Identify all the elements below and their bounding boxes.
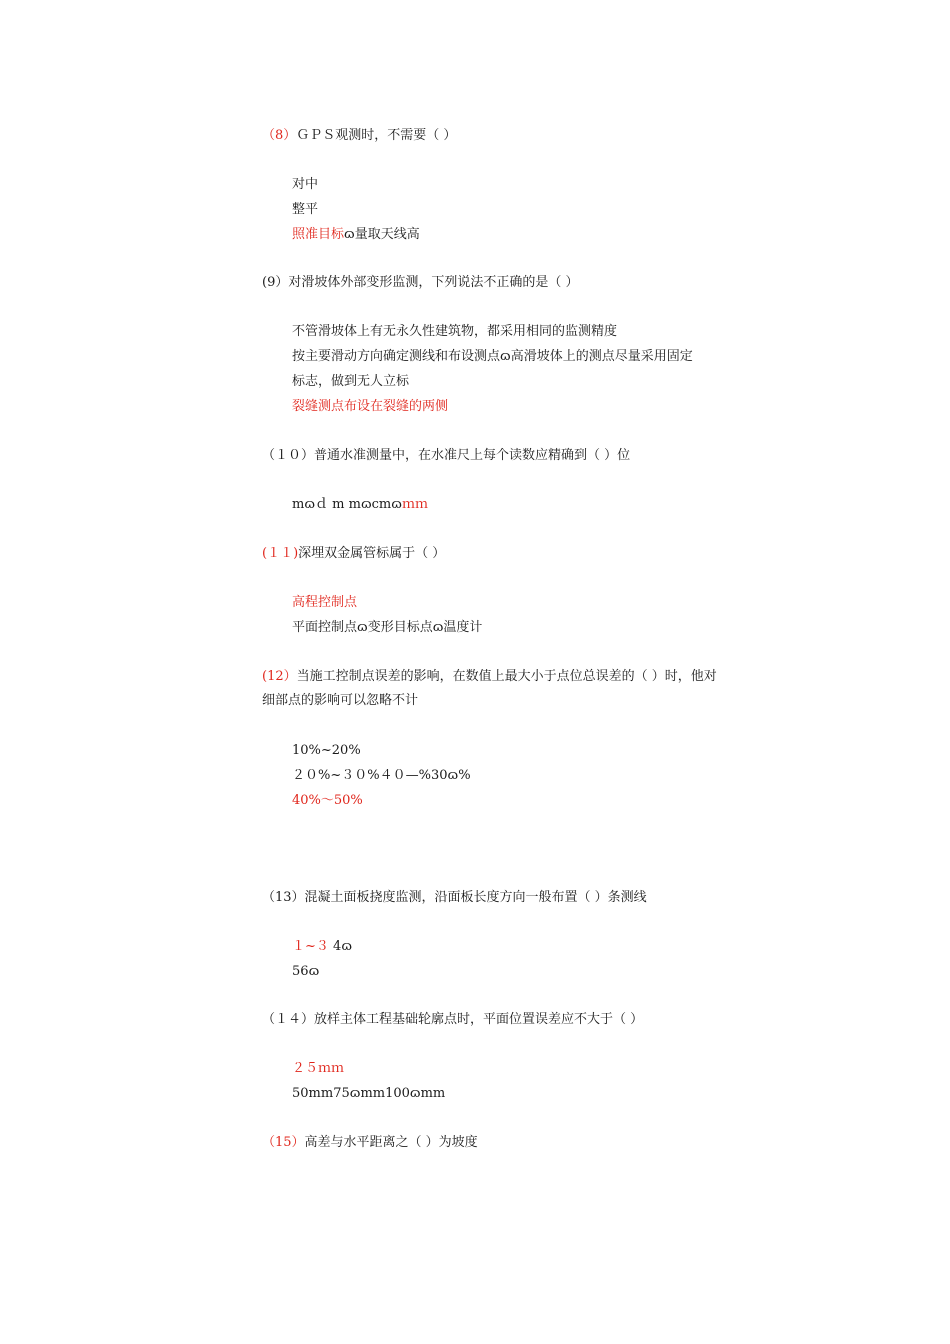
option: 不管滑坡体上有无永久性建筑物，都采用相同的监测精度 (292, 324, 618, 339)
option-separator-icon: ɷ (349, 1086, 361, 1101)
option-answer: 裂缝测点布设在裂缝的两侧 (292, 399, 449, 414)
question-number: （8） (262, 128, 297, 143)
option: cm (371, 497, 392, 512)
option-line (292, 938, 352, 956)
option-answer: ｍｍ (401, 497, 428, 512)
option: ｄ m (315, 497, 345, 512)
question-number: (１１) (262, 546, 299, 561)
question-9 (262, 274, 578, 292)
option: 75 (333, 1086, 350, 1101)
option-separator-icon: ɷ (341, 939, 353, 954)
option-line (292, 619, 482, 637)
question-15 (262, 1134, 478, 1152)
question-number: (12） (262, 669, 297, 684)
option: ２０%~３０% (292, 768, 380, 783)
option-separator-icon: ɷ (447, 768, 459, 783)
option: 整平 (292, 202, 319, 217)
question-12 (262, 668, 717, 686)
option-line (292, 767, 471, 785)
option: 10%~20% (292, 743, 361, 758)
question-number: (9） (262, 275, 289, 290)
option: 温度计 (443, 620, 483, 635)
question-number: （13） (262, 890, 305, 905)
option-line (292, 496, 428, 514)
option-line (292, 348, 693, 366)
option-separator-icon: ɷ (360, 497, 372, 512)
option-answer: ２５ｍｍ (292, 1061, 345, 1076)
option-separator-icon: ɷ (432, 620, 444, 635)
option-line (292, 963, 319, 981)
option: m (292, 497, 305, 512)
question-14 (262, 1011, 643, 1029)
question-number: （１０） (262, 448, 315, 463)
option: 高滑坡体上的测点尽量采用固定 (510, 349, 693, 364)
option-answer: 照准目标 (292, 227, 345, 242)
option: 4 (333, 939, 342, 954)
option: % (458, 768, 471, 783)
option-answer: 高程控制点 (292, 595, 358, 610)
question-text: 高差与水平距离之（ ）为坡度 (304, 1135, 478, 1150)
option: 5 (292, 964, 301, 979)
question-number: （１４） (262, 1012, 315, 1027)
option-separator-icon: m (348, 497, 361, 512)
option: 对中 (292, 177, 319, 192)
option: 标志，做到无人立标 (292, 374, 410, 389)
option: 量取天线高 (354, 227, 420, 242)
question-13 (262, 889, 647, 907)
question-text: 当施工控制点误差的影响，在数值上最大小于点位总误差的（ ）时，他对 (296, 669, 717, 684)
question-text: 对滑坡体外部变形监测，下列说法不正确的是（ ） (288, 275, 579, 290)
question-number: （15） (262, 1135, 305, 1150)
question-text-cont: 细部点的影响可以忽略不计 (262, 693, 419, 708)
option: mm (420, 1086, 446, 1101)
option: 平面控制点 (292, 620, 358, 635)
question-text: 普通水准测量中，在水准尺上每个读数应精确到（ ）位 (314, 448, 631, 463)
option: 50mm (292, 1086, 334, 1101)
question-text: 混凝土面板挠度监测，沿面板长度方向一般布置（ ）条测线 (304, 890, 647, 905)
option-answer: 40%～50% (292, 793, 363, 808)
option-separator-icon: ɷ (308, 964, 320, 979)
question-text: 深埋双金属管标属于（ ） (298, 546, 446, 561)
question-text: ＧＰＳ观测时，不需要（ ） (296, 128, 457, 143)
question-8 (262, 127, 456, 145)
option: 变形目标点 (367, 620, 433, 635)
option-separator-icon: ɷ (344, 227, 355, 242)
option-separator-icon: ɷ (304, 497, 316, 512)
option: 6 (300, 964, 309, 979)
question-11 (262, 545, 445, 563)
option-line (292, 1085, 445, 1103)
option: 100 (385, 1086, 410, 1101)
option-line (292, 226, 420, 244)
option-answer: １~３ (292, 939, 329, 954)
question-text: 放样主体工程基础轮廓点时，平面位置误差应不大于（ ） (314, 1012, 644, 1027)
option-separator-icon: ɷ (357, 620, 368, 635)
option-separator-icon: ɷ (500, 349, 511, 364)
option: mm (360, 1086, 386, 1101)
option-separator-icon: ɷ (409, 1086, 421, 1101)
option: 按主要滑动方向确定测线和布设测点 (292, 349, 501, 364)
option-separator-icon: ɷ (391, 497, 402, 512)
question-10 (262, 447, 630, 465)
option: ４０—%30 (379, 768, 448, 783)
